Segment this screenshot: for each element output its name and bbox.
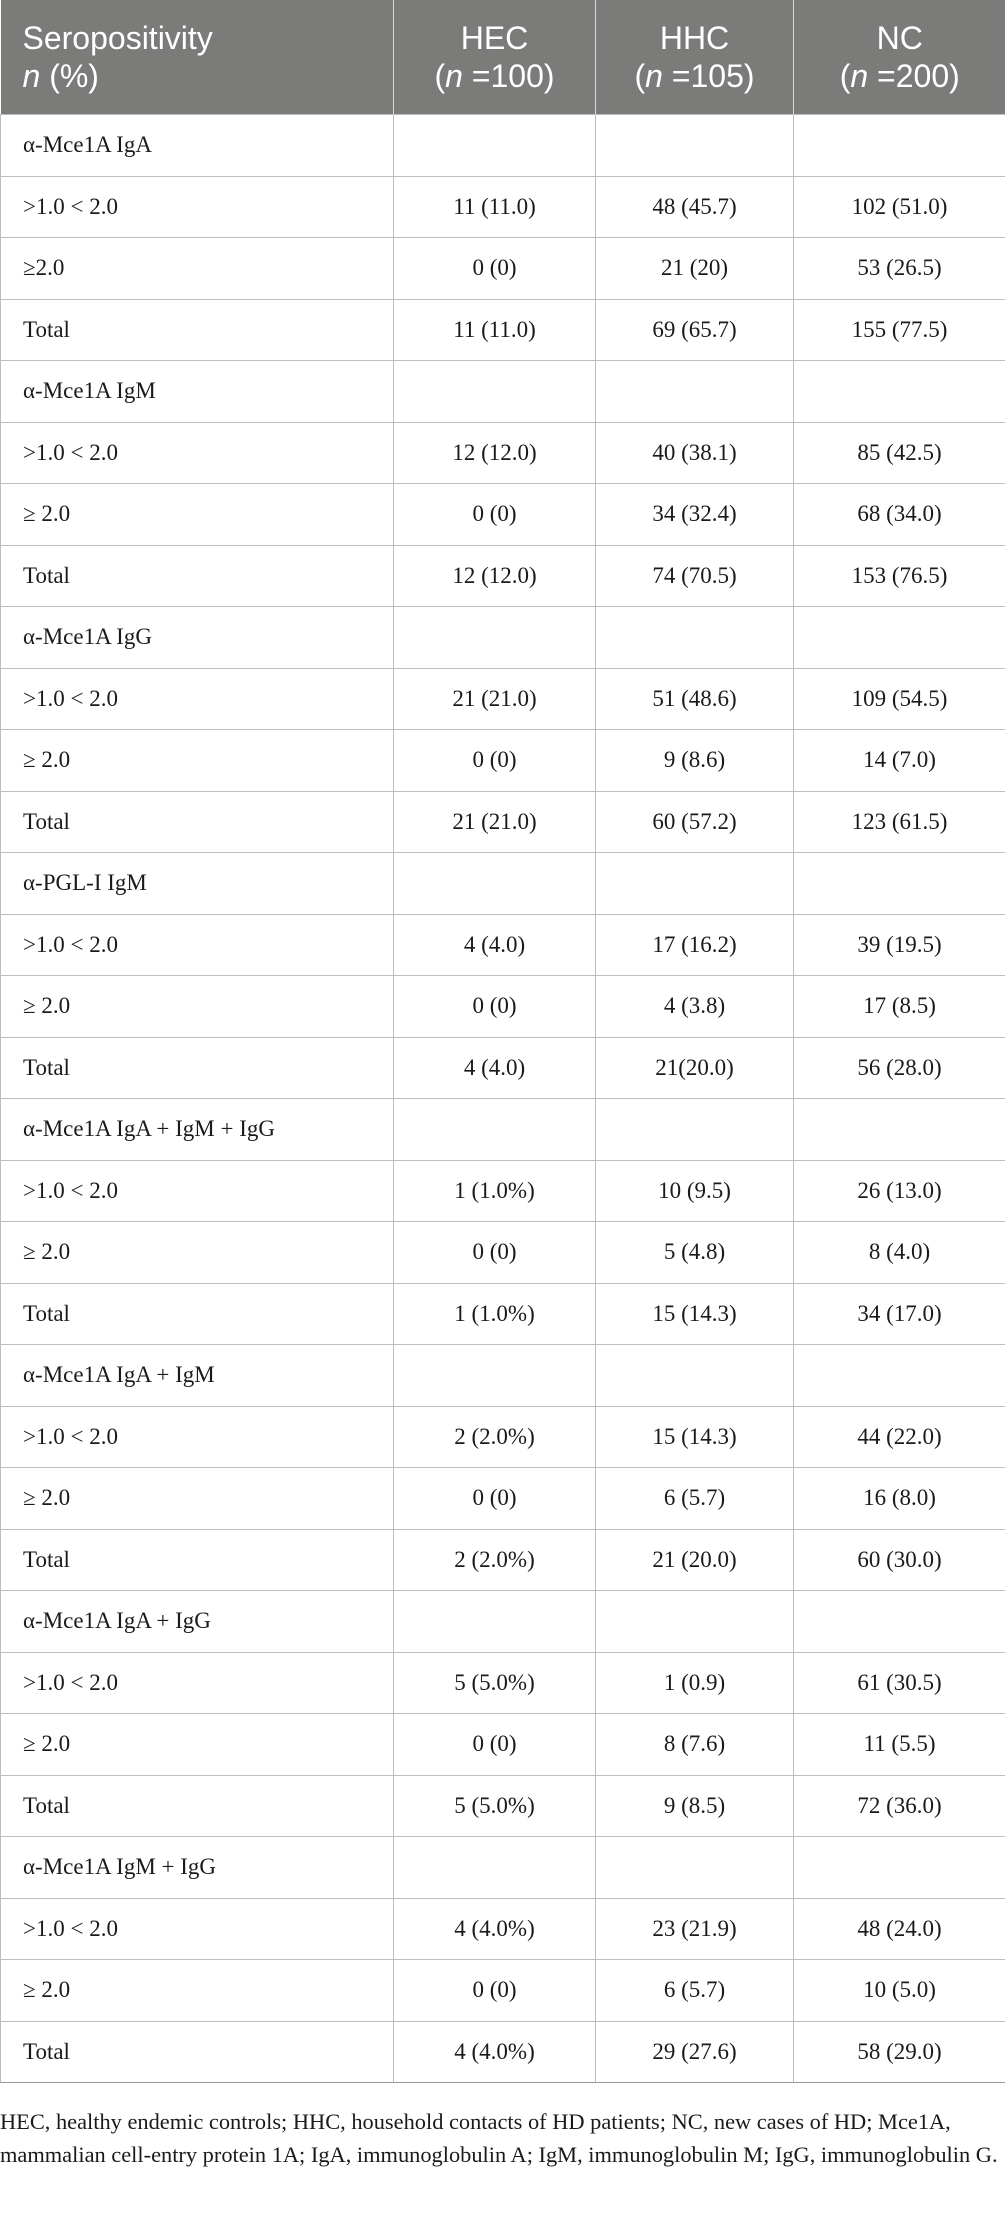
cell-hhc (596, 607, 794, 669)
cell-hec: 11 (11.0) (394, 176, 596, 238)
header-seropositivity-title: Seropositivity (22, 20, 213, 56)
row-label: >1.0 < 2.0 (1, 914, 394, 976)
cell-hec: 21 (21.0) (394, 668, 596, 730)
cell-nc: 39 (19.5) (794, 914, 1005, 976)
n-italic: n (445, 58, 463, 94)
cell-hec (394, 1345, 596, 1407)
row-label: ≥ 2.0 (1, 1222, 394, 1284)
table-row (1, 361, 1005, 423)
table-row (1, 422, 1005, 484)
n-italic: n (850, 58, 869, 94)
row-label: ≥2.0 (1, 238, 394, 300)
header-nc-name: NC (876, 20, 923, 56)
cell-hhc: 5 (4.8) (596, 1222, 794, 1284)
cell-hec: 4 (4.0) (394, 914, 596, 976)
table-row (1, 176, 1005, 238)
cell-hhc: 10 (9.5) (596, 1160, 794, 1222)
table-row (1, 791, 1005, 853)
cell-hec (394, 853, 596, 915)
cell-hec (394, 1591, 596, 1653)
cell-hec: 21 (21.0) (394, 791, 596, 853)
cell-nc: 10 (5.0) (794, 1960, 1005, 2022)
header-n-italic: n (22, 58, 41, 94)
cell-hec (394, 607, 596, 669)
cell-hec (394, 115, 596, 177)
cell-hhc: 34 (32.4) (596, 484, 794, 546)
table-row (1, 2021, 1005, 2083)
cell-hhc: 4 (3.8) (596, 976, 794, 1038)
row-label: >1.0 < 2.0 (1, 668, 394, 730)
cell-nc: 123 (61.5) (794, 791, 1005, 853)
table-row (1, 607, 1005, 669)
cell-nc: 109 (54.5) (794, 668, 1005, 730)
cell-nc: 48 (24.0) (794, 1898, 1005, 1960)
row-label: Total (1, 2021, 394, 2083)
header-hec (394, 0, 596, 115)
cell-hhc (596, 115, 794, 177)
cell-nc (794, 853, 1005, 915)
header-seropositivity (1, 0, 394, 115)
cell-hec (394, 361, 596, 423)
row-label: >1.0 < 2.0 (1, 1406, 394, 1468)
table-row (1, 1283, 1005, 1345)
row-label: ≥ 2.0 (1, 1468, 394, 1530)
row-label: Total (1, 791, 394, 853)
cell-hhc (596, 1591, 794, 1653)
cell-hhc: 29 (27.6) (596, 2021, 794, 2083)
row-label: α-Mce1A IgG (1, 607, 394, 669)
row-label: Total (1, 1529, 394, 1591)
table-row (1, 1898, 1005, 1960)
cell-nc: 16 (8.0) (794, 1468, 1005, 1530)
cell-hhc: 15 (14.3) (596, 1406, 794, 1468)
cell-hec: 5 (5.0%) (394, 1775, 596, 1837)
cell-hec: 0 (0) (394, 1960, 596, 2022)
header-hec-name: HEC (460, 20, 529, 56)
header-nc (794, 0, 1005, 115)
cell-nc: 56 (28.0) (794, 1037, 1005, 1099)
cell-hhc (596, 361, 794, 423)
header-nc-n (794, 57, 1005, 95)
cell-hec: 1 (1.0%) (394, 1283, 596, 1345)
table-row (1, 976, 1005, 1038)
cell-hec: 12 (12.0) (394, 545, 596, 607)
cell-hhc: 9 (8.5) (596, 1775, 794, 1837)
cell-hec: 0 (0) (394, 1468, 596, 1530)
table-row (1, 1406, 1005, 1468)
row-label: >1.0 < 2.0 (1, 176, 394, 238)
table-row (1, 1652, 1005, 1714)
cell-hhc: 21 (20.0) (596, 1529, 794, 1591)
cell-nc: 72 (36.0) (794, 1775, 1005, 1837)
n-italic: n (645, 58, 663, 94)
table-row (1, 238, 1005, 300)
table-row (1, 668, 1005, 730)
cell-hhc: 74 (70.5) (596, 545, 794, 607)
cell-hec: 1 (1.0%) (394, 1160, 596, 1222)
cell-hec: 0 (0) (394, 730, 596, 792)
header-hhc-name: HHC (659, 20, 730, 56)
cell-nc: 53 (26.5) (794, 238, 1005, 300)
paren: ( (839, 58, 851, 94)
cell-hhc (596, 1099, 794, 1161)
row-label: >1.0 < 2.0 (1, 1652, 394, 1714)
cell-nc: 102 (51.0) (794, 176, 1005, 238)
cell-nc: 8 (4.0) (794, 1222, 1005, 1284)
row-label: >1.0 < 2.0 (1, 1160, 394, 1222)
row-label: α-Mce1A IgA + IgG (1, 1591, 394, 1653)
cell-hhc (596, 1837, 794, 1899)
cell-nc (794, 361, 1005, 423)
row-label: α-Mce1A IgM (1, 361, 394, 423)
table-row (1, 1160, 1005, 1222)
row-label: α-Mce1A IgM + IgG (1, 1837, 394, 1899)
cell-hec: 4 (4.0) (394, 1037, 596, 1099)
cell-hec: 0 (0) (394, 484, 596, 546)
cell-nc: 34 (17.0) (794, 1283, 1005, 1345)
cell-nc: 155 (77.5) (794, 299, 1005, 361)
table-row (1, 115, 1005, 177)
cell-nc: 60 (30.0) (794, 1529, 1005, 1591)
cell-hhc (596, 1345, 794, 1407)
table-row (1, 1099, 1005, 1161)
cell-nc: 61 (30.5) (794, 1652, 1005, 1714)
cell-hec: 0 (0) (394, 1222, 596, 1284)
row-label: ≥ 2.0 (1, 730, 394, 792)
cell-hhc: 21(20.0) (596, 1037, 794, 1099)
n-value: =105) (662, 58, 755, 94)
row-label: Total (1, 299, 394, 361)
row-label: α-Mce1A IgA (1, 115, 394, 177)
cell-hhc: 23 (21.9) (596, 1898, 794, 1960)
row-label: >1.0 < 2.0 (1, 422, 394, 484)
row-label: ≥ 2.0 (1, 976, 394, 1038)
cell-hhc: 6 (5.7) (596, 1468, 794, 1530)
cell-hhc: 48 (45.7) (596, 176, 794, 238)
row-label: ≥ 2.0 (1, 484, 394, 546)
n-value: =100) (462, 58, 555, 94)
table-header (1, 0, 1005, 115)
row-label: α-PGL-I IgM (1, 853, 394, 915)
cell-nc: 58 (29.0) (794, 2021, 1005, 2083)
table-row (1, 1468, 1005, 1530)
table-row (1, 1345, 1005, 1407)
paren: ( (634, 58, 646, 94)
cell-hec (394, 1837, 596, 1899)
table-row (1, 1714, 1005, 1776)
row-label: Total (1, 1283, 394, 1345)
paren: ( (434, 58, 446, 94)
table-row (1, 484, 1005, 546)
table-row (1, 730, 1005, 792)
cell-hec: 0 (0) (394, 1714, 596, 1776)
cell-hhc: 21 (20) (596, 238, 794, 300)
table-row (1, 853, 1005, 915)
cell-nc (794, 1591, 1005, 1653)
table-row (1, 914, 1005, 976)
cell-hec: 0 (0) (394, 238, 596, 300)
cell-nc (794, 115, 1005, 177)
cell-hec: 0 (0) (394, 976, 596, 1038)
cell-hhc: 40 (38.1) (596, 422, 794, 484)
cell-hec: 2 (2.0%) (394, 1529, 596, 1591)
row-label: ≥ 2.0 (1, 1714, 394, 1776)
table-row (1, 545, 1005, 607)
table-footnote: HEC, healthy endemic controls; HHC, household contacts of HD patients; NC, new cases of HD; Mce1A, mammalian cell-entry protein 1A; IgA, immunoglobulin A; IgM, immunoglobulin M; IgG, immunoglobulin G. (0, 2109, 998, 2167)
header-row (1, 0, 1005, 115)
cell-hhc: 9 (8.6) (596, 730, 794, 792)
header-seropositivity-unit (23, 57, 394, 95)
row-label: Total (1, 1775, 394, 1837)
table-row (1, 299, 1005, 361)
cell-hhc: 69 (65.7) (596, 299, 794, 361)
cell-nc: 68 (34.0) (794, 484, 1005, 546)
n-value: =200) (868, 58, 960, 94)
row-label: Total (1, 1037, 394, 1099)
table-row (1, 1529, 1005, 1591)
cell-hhc: 15 (14.3) (596, 1283, 794, 1345)
cell-hhc: 60 (57.2) (596, 791, 794, 853)
cell-hhc: 8 (7.6) (596, 1714, 794, 1776)
cell-nc: 85 (42.5) (794, 422, 1005, 484)
cell-nc: 44 (22.0) (794, 1406, 1005, 1468)
row-label: Total (1, 545, 394, 607)
cell-hhc (596, 853, 794, 915)
cell-nc: 153 (76.5) (794, 545, 1005, 607)
cell-nc (794, 1837, 1005, 1899)
table-row (1, 1775, 1005, 1837)
cell-hec: 4 (4.0%) (394, 1898, 596, 1960)
cell-hec: 12 (12.0) (394, 422, 596, 484)
cell-hec: 11 (11.0) (394, 299, 596, 361)
header-percent: (%) (40, 58, 99, 94)
table-body (1, 115, 1005, 2083)
table-row (1, 1591, 1005, 1653)
header-hhc (596, 0, 794, 115)
cell-hec: 2 (2.0%) (394, 1406, 596, 1468)
table-row (1, 1037, 1005, 1099)
row-label: >1.0 < 2.0 (1, 1898, 394, 1960)
row-label: α-Mce1A IgA + IgM + IgG (1, 1099, 394, 1161)
cell-hec: 5 (5.0%) (394, 1652, 596, 1714)
cell-nc: 26 (13.0) (794, 1160, 1005, 1222)
cell-nc (794, 607, 1005, 669)
table-row (1, 1960, 1005, 2022)
cell-nc (794, 1345, 1005, 1407)
cell-hhc: 51 (48.6) (596, 668, 794, 730)
row-label: α-Mce1A IgA + IgM (1, 1345, 394, 1407)
cell-hhc: 17 (16.2) (596, 914, 794, 976)
header-hhc-n (596, 57, 793, 95)
cell-hhc: 6 (5.7) (596, 1960, 794, 2022)
table-row (1, 1222, 1005, 1284)
cell-hec (394, 1099, 596, 1161)
cell-nc (794, 1099, 1005, 1161)
row-label: ≥ 2.0 (1, 1960, 394, 2022)
cell-hhc: 1 (0.9) (596, 1652, 794, 1714)
cell-nc: 14 (7.0) (794, 730, 1005, 792)
cell-hec: 4 (4.0%) (394, 2021, 596, 2083)
table-row (1, 1837, 1005, 1899)
cell-nc: 17 (8.5) (794, 976, 1005, 1038)
header-hec-n (394, 57, 595, 95)
cell-nc: 11 (5.5) (794, 1714, 1005, 1776)
